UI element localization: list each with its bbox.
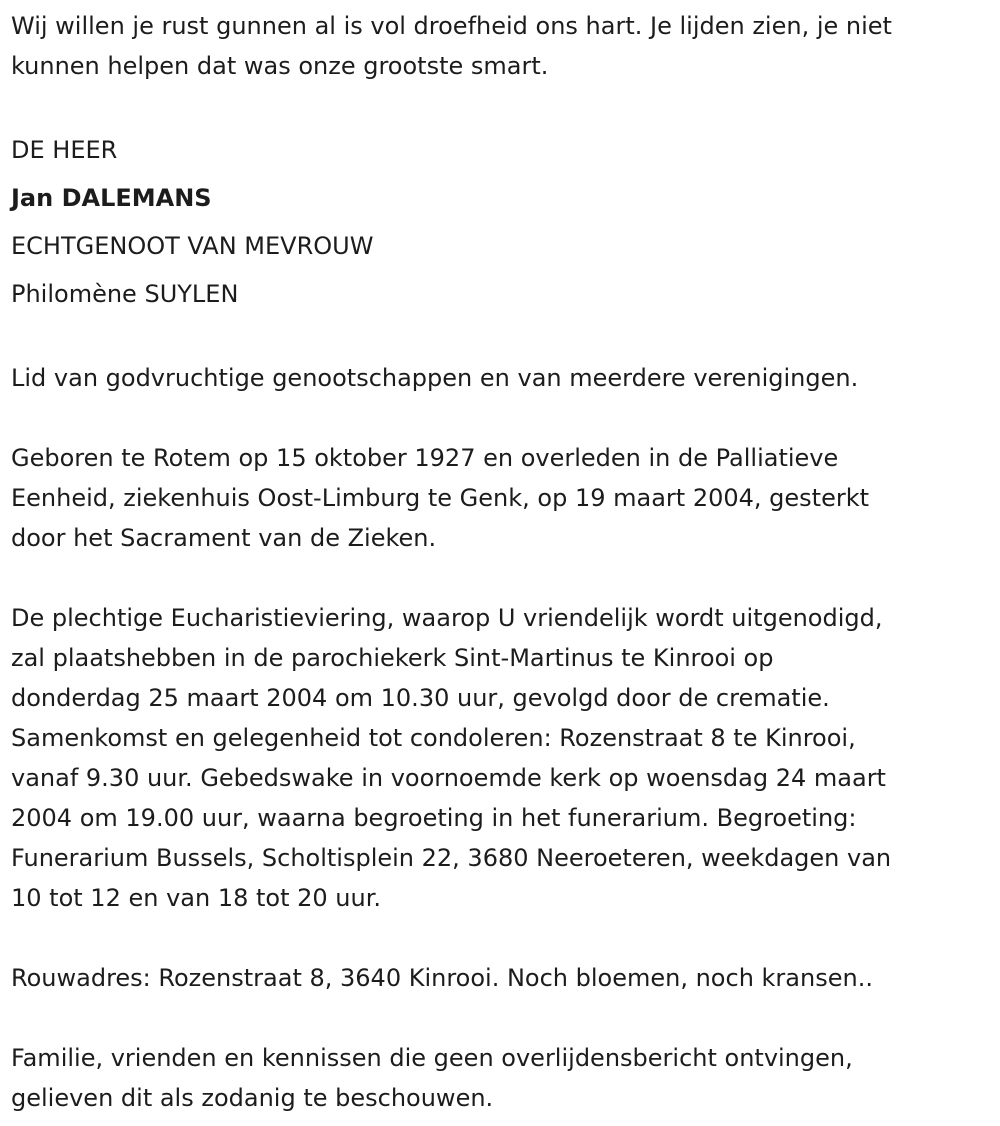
birth-death-line: Eenheid, ziekenhuis Oost-Limburg te Genk, op 19 maart 2004, gesterkt [11,484,870,512]
deceased-header [11,126,991,318]
ceremony-line: donderdag 25 maart 2004 om 10.30 uur, gevolgd door de crematie. [11,684,830,712]
obituary-document [11,6,991,1118]
ceremony-line: 2004 om 19.00 uur, waarna begroeting in het funerarium. Begroeting: [11,804,857,832]
deceased-name: Jan DALEMANS [11,184,212,212]
honorific: DE HEER [11,136,118,164]
birth-death-line: Geboren te Rotem op 15 oktober 1927 en overleden in de Palliatieve [11,444,839,472]
ceremony-paragraph [11,598,991,918]
ceremony-line: zal plaatshebben in de parochiekerk Sint-Martinus te Kinrooi op [11,644,774,672]
spacer [11,86,991,126]
address-paragraph [11,958,991,998]
spacer [11,398,991,438]
ceremony-line: vanaf 9.30 uur. Gebedswake in voornoemde kerk op woensdag 24 maart [11,764,886,792]
birth-death-paragraph [11,438,991,558]
poem-paragraph [11,6,991,86]
membership-paragraph [11,358,991,398]
address-line: Rouwadres: Rozenstraat 8, 3640 Kinrooi. Noch bloemen, noch kransen.. [11,964,873,992]
closing-line: gelieven dit als zodanig te beschouwen. [11,1084,494,1112]
poem-line: kunnen helpen dat was onze grootste smart. [11,52,549,80]
closing-paragraph [11,1038,991,1118]
ceremony-line: 10 tot 12 en van 18 tot 20 uur. [11,884,382,912]
closing-line: Familie, vrienden en kennissen die geen overlijdensbericht ontvingen, [11,1044,853,1072]
ceremony-line: Funerarium Bussels, Scholtisplein 22, 3680 Neeroeteren, weekdagen van [11,844,892,872]
relation-label: ECHTGENOOT VAN MEVROUW [11,232,374,260]
spouse-name: Philomène SUYLEN [11,280,239,308]
spacer [11,998,991,1038]
poem-line: Wij willen je rust gunnen al is vol droefheid ons hart. Je lijden zien, je niet [11,12,892,40]
spacer [11,918,991,958]
ceremony-line: De plechtige Eucharistieviering, waarop U vriendelijk wordt uitgenodigd, [11,604,883,632]
birth-death-line: door het Sacrament van de Zieken. [11,524,437,552]
spacer [11,318,991,358]
membership-line: Lid van godvruchtige genootschappen en van meerdere verenigingen. [11,364,859,392]
spacer [11,558,991,598]
ceremony-line: Samenkomst en gelegenheid tot condoleren: Rozenstraat 8 te Kinrooi, [11,724,856,752]
